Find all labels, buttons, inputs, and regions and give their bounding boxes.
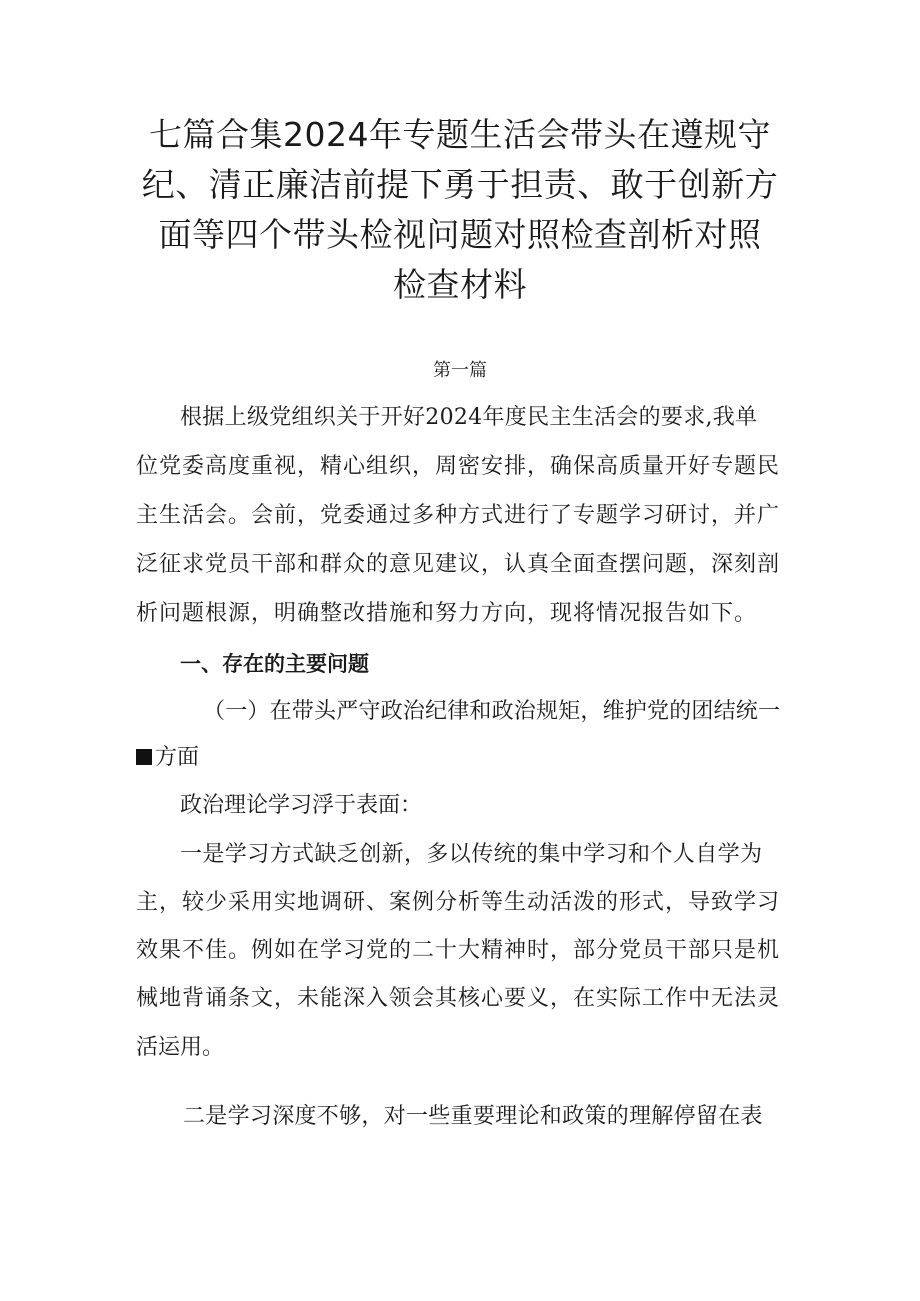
paragraph-line: 主生活会。会前，党委通过多种方式进行了专题学习研讨，并广	[136, 503, 781, 528]
paragraph-line: 主，较少采用实地调研、案例分析等生动活泼的形式，导致学习	[136, 890, 781, 915]
topic-line: 政治理论学习浮于表面：	[180, 793, 423, 818]
paragraph-line: 效果不佳。例如在学习党的二十大精神时，部分党员干部只是机	[136, 938, 781, 963]
paragraph-line: 泛征求党员干部和群众的意见建议，认真全面查摆问题，深刻剖	[136, 552, 781, 577]
subheading-line-continued	[136, 743, 199, 773]
title-line: 检查材料	[393, 265, 527, 304]
title-line: 纪、清正廉洁前提下勇于担责、敢于创新方	[141, 165, 779, 204]
section-heading: 一、存在的主要问题	[180, 652, 369, 676]
paragraph-line: 一是学习方式缺乏创新，多以传统的集中学习和个人自学为	[180, 842, 763, 867]
paragraph-line: 位党委高度重视，精心组织，周密安排，确保高质量开好专题民	[136, 454, 781, 479]
subheading-line: （一）在带头严守政治纪律和政治规矩，维护党的团结统一	[203, 699, 781, 724]
title-line: 面等四个带头检视问题对照检查剖析对照	[158, 215, 762, 254]
title-line: 七篇合集2024年专题生活会带头在遵规守	[149, 115, 771, 154]
paragraph-line: 析问题根源，明确整改措施和努力方向，现将情况报告如下。	[136, 601, 758, 626]
paragraph-line: 活运用。	[136, 1035, 225, 1060]
section-label: 第一篇	[433, 360, 487, 381]
paragraph-line: 根据上级党组织关于开好2024年度民主生活会的要求,我单	[180, 405, 758, 430]
subheading-text: 方面	[155, 745, 200, 770]
document-title	[130, 110, 790, 310]
square-bullet-icon	[136, 749, 152, 765]
paragraph-line: 械地背诵条文，未能深入领会其核心要义，在实际工作中无法灵	[136, 986, 781, 1011]
paragraph-line: 二是学习深度不够，对一些重要理论和政策的理解停留在表	[183, 1104, 763, 1129]
